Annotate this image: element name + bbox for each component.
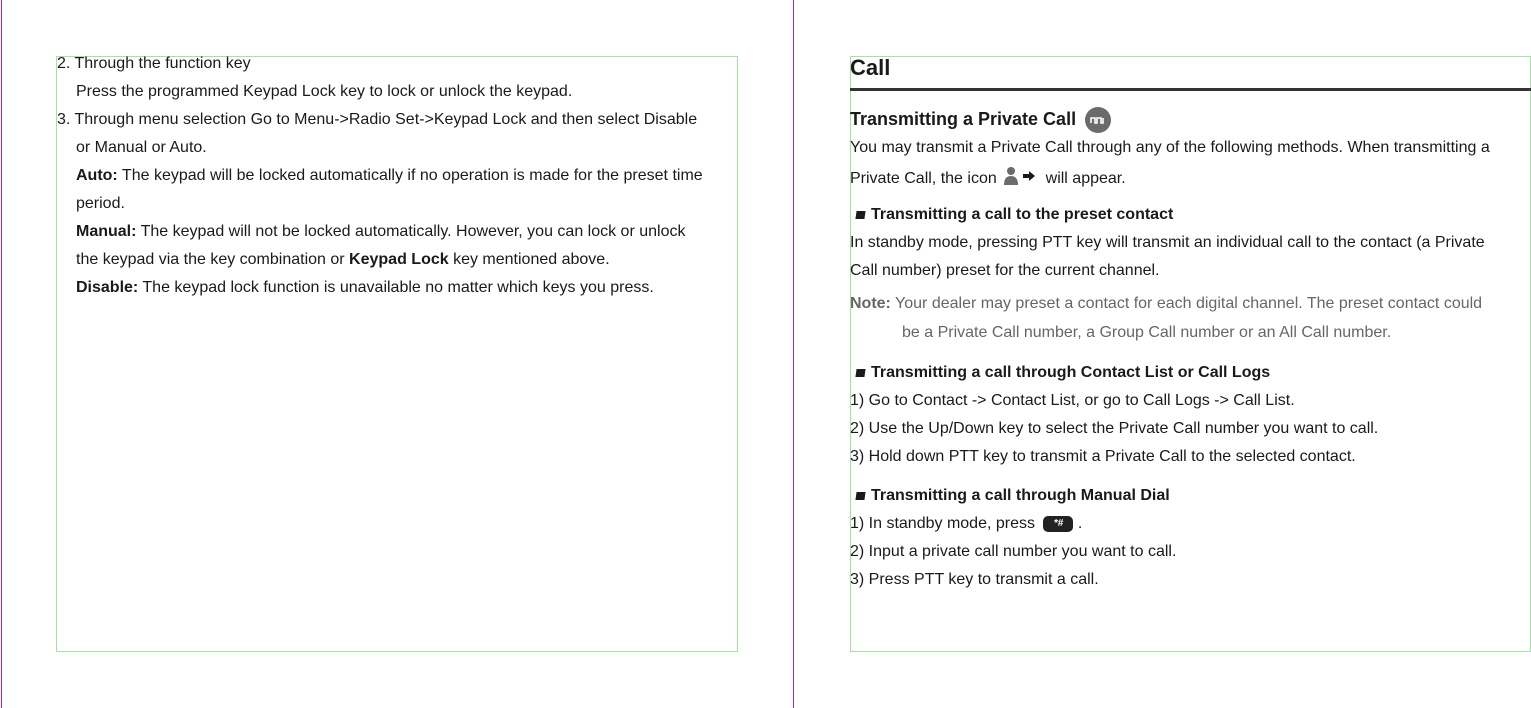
bullet-square-icon bbox=[855, 492, 865, 500]
star-hash-key-icon bbox=[1043, 516, 1073, 532]
key-glyph: *# bbox=[1053, 517, 1064, 529]
subheading-manual-text: Transmitting a call through Manual Dial bbox=[871, 487, 1170, 504]
page-title: Call bbox=[850, 55, 891, 80]
intro-line-2 bbox=[850, 166, 1126, 192]
subheading-manual-dial bbox=[856, 486, 1170, 506]
bullet-square-icon bbox=[855, 369, 865, 377]
manual-cont-c: key mentioned above. bbox=[448, 251, 610, 268]
manual-option bbox=[76, 222, 685, 242]
manual-step-2: 2) Input a private call number you want to call. bbox=[850, 543, 1177, 560]
title-rule bbox=[850, 88, 1531, 91]
section-title-text: Transmitting a Private Call bbox=[850, 109, 1077, 129]
private-call-icon bbox=[1085, 107, 1111, 133]
note-line-1 bbox=[850, 294, 1482, 314]
contact-step-2: 2) Use the Up/Down key to select the Private Call number you want to call. bbox=[850, 420, 1379, 437]
preset-line-2: Call number) preset for the current channel. bbox=[850, 262, 1160, 279]
manual-step-3: 3) Press PTT key to transmit a call. bbox=[850, 571, 1099, 588]
intro-line-1: You may transmit a Private Call through any of the following methods. When transmitting a bbox=[850, 139, 1490, 156]
keypad-lock-bold: Keypad Lock bbox=[349, 251, 449, 268]
intro-line-2b: will appear. bbox=[1045, 170, 1126, 188]
manual-option-continuation bbox=[76, 250, 610, 270]
auto-label: Auto: bbox=[76, 167, 118, 184]
subheading-contact-text: Transmitting a call through Contact List or Call Logs bbox=[871, 364, 1271, 381]
page-edge-middle bbox=[793, 0, 794, 708]
auto-text: The keypad will be locked automatically if no operation is made for the preset time bbox=[117, 167, 703, 184]
page-edge-left bbox=[1, 0, 2, 708]
manual-step-1a: 1) In standby mode, press bbox=[850, 515, 1035, 532]
manual-text: The keypad will not be locked automatically. However, you can lock or unlock bbox=[136, 223, 686, 240]
note-line-2: be a Private Call number, a Group Call number or an All Call number. bbox=[902, 324, 1392, 341]
step-2-heading: 2. Through the function key bbox=[57, 55, 251, 72]
disable-text: The keypad lock function is unavailable no matter which keys you press. bbox=[138, 279, 654, 296]
auto-option-continuation: period. bbox=[76, 195, 125, 212]
note-label: Note: bbox=[850, 295, 891, 312]
disable-option bbox=[76, 278, 654, 298]
subheading-contact-list bbox=[856, 363, 1270, 383]
subheading-preset-text: Transmitting a call to the preset contact bbox=[871, 206, 1174, 223]
section-title bbox=[850, 106, 1111, 133]
intro-line-2a: Private Call, the icon bbox=[850, 170, 997, 188]
person-arrow-icon bbox=[1003, 166, 1039, 192]
manual-step-1b: . bbox=[1077, 515, 1083, 532]
manual-step-1 bbox=[850, 514, 1082, 534]
step-3-continuation: or Manual or Auto. bbox=[76, 139, 207, 156]
contact-step-3: 3) Hold down PTT key to transmit a Private Call to the selected contact. bbox=[850, 448, 1356, 465]
note-text-1: Your dealer may preset a contact for each digital channel. The preset contact could bbox=[890, 295, 1483, 312]
step-3-heading: 3. Through menu selection Go to Menu->Radio Set->Keypad Lock and then select Disable bbox=[57, 111, 698, 128]
step-2-text: Press the programmed Keypad Lock key to lock or unlock the keypad. bbox=[76, 83, 573, 100]
preset-line-1: In standby mode, pressing PTT key will transmit an individual call to the contact (a Private bbox=[850, 234, 1485, 251]
manual-label: Manual: bbox=[76, 223, 137, 240]
subheading-preset-contact bbox=[856, 205, 1173, 225]
manual-cont-a: the keypad via the key combination or bbox=[76, 251, 350, 268]
auto-option bbox=[76, 166, 703, 186]
bullet-square-icon bbox=[855, 211, 865, 219]
disable-label: Disable: bbox=[76, 279, 139, 296]
contact-step-1: 1) Go to Contact -> Contact List, or go to Call Logs -> Call List. bbox=[850, 392, 1295, 409]
